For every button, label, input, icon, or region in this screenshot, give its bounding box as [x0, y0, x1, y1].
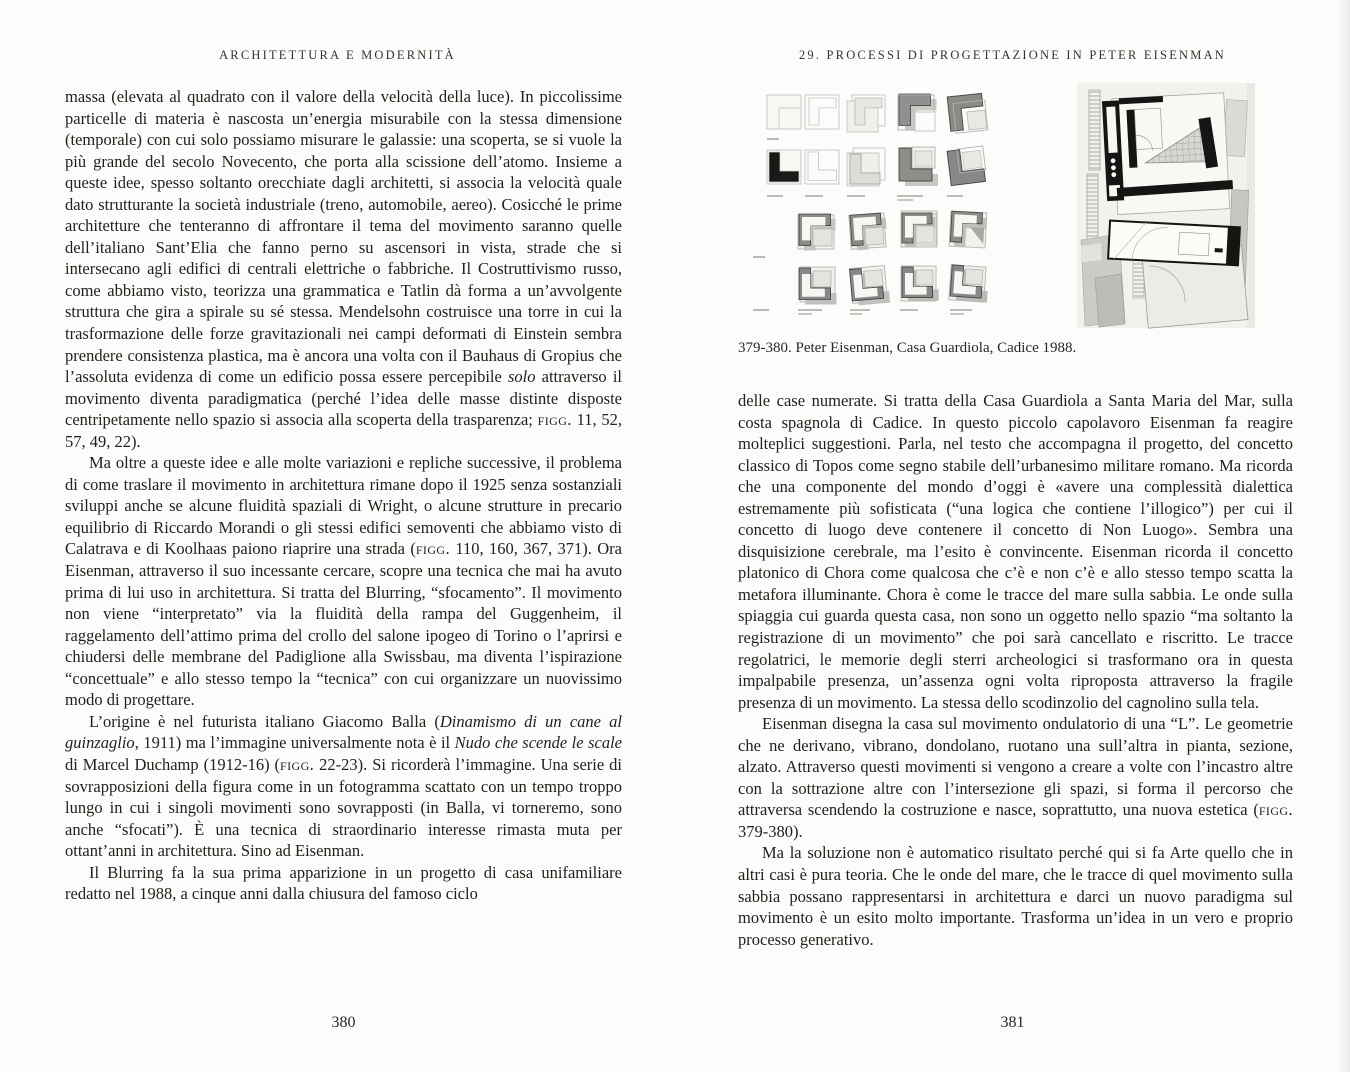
- page-edge-shadow: [1338, 0, 1350, 1072]
- right-page: [675, 0, 1350, 1072]
- left-page-number: 380: [331, 1014, 356, 1031]
- paragraph: massa (elevata al quadrato con il valore della velocità della luce). In piccolissime particelle di materia è nascosta un’energia misurabile con la stessa dimensione (temporale) con cui solo possiamo misurare le galassie: una scoperta, se si vuole la più grande del secolo Novecento, che porta alla scissione dell’atomo. Insieme a queste idee, spesso soltanto orecchiate dagli architetti, si associa la velocità quale dato strutturante la società industriale (treno, automobile, aereo). Cosicché le prime architetture che tenteranno di affrontare il tema del movimento saranno quelle dell’italiano Sant’Elia che fanno perno su ascensori in vista, strade che si intersecano agli edifici di centrali elettriche o fabbriche. Il Costruttivismo russo, come abbiamo visto, teorizza una grammatica e Tatlin dà forma a un’avvolgente struttura che gira a spirale su sé stessa. Mendelsohn costruisce una torre in cui la trasformazione delle forze gravitazionali nei campi deformati di Einstein sembra prendere consistenza plastica, ma è ancora una volta con il Bauhaus di Gropius che l’assoluta evidenza di come un edificio possa essere percepibile solo attraverso il movimento diventa paradigmatica (perché l’idea delle masse distinte disposte centripetamente nello spazio si associa alla scoperta della trasparenza; figg. 11, 52, 57, 49, 22).: [65, 87, 623, 451]
- left-running-head: ARCHITETTURA E MODERNITÀ: [219, 48, 456, 62]
- paragraph: Ma la soluzione non è automatico risultato perché qui si fa Arte quello che in altri casi è pura teoria. Che le onde del mare, che le tracce di quel movimento sulla sabbia possano rappresentarsi in architettura e darci un nuovo paradigma sul movimento è un esito molto importante. Trasforma un’idea in un vero e proprio processo generativo.: [738, 843, 1293, 949]
- paragraph: Il Blurring fa la sua prima apparizione in un progetto di casa unifamiliare redatto nel 1988, a cinque anni dalla chiusura del famoso ciclo: [65, 862, 622, 904]
- paragraph: Eisenman disegna la casa sul movimento ondulatorio di una “L”. Le geometrie che ne derivano, vibrano, dondolano, ruotano una sull’altra in pianta, sezione, alzato. Attraverso questi movimenti si vengono a creare a volte con l’incastro altre con la sottrazione altre con l’intersezione gli spazi, si forma il percorso che attraversa scendendo la costruzione e nasce, soprattutto, una nuova estetica (figg. 379-380).: [738, 714, 1293, 841]
- right-body-text: [738, 390, 1293, 950]
- plan-drawing-figure: [1075, 78, 1259, 330]
- paragraph: delle case numerate. Si tratta della Casa Guardiola a Santa Maria del Mar, sulla costa spagnola di Cadice. In questo piccolo capolavoro Eisenman fa reagire molteplici suggestioni. Parla, nel testo che accompagna il progetto, del concetto classico di Topos come segno stabile dell’urbanesimo militare romano. Ma ricorda che una componente del mondo d’oggi è «avere una complessità dialettica estremamente più sofisticata (“una logica che contiene l’illogico”) per cui il concetto di luogo deve contenere il concetto di Non Luogo». Sembra una disquisizione cerebrale, ma l’esito è convincente. Eisenman ricorda il concetto platonico di Chora come qualcosa che c’è e non c’è e allo stesso tempo scatta la metafora illuminante. Chora è come le tracce del mare sulla sabbia. Le onde sulla spiaggia cui guarda questa casa, non sono un oggetto nello spazio “ma soltanto la registrazione di un movimento” che poi sarà cancellato e riscritto. Le tracce regolatrici, le memorie degli sterri archeologici si trasformano ora in questa impalpabile presenza, un’assenza ogni volta riproposta attraverso la fragile presenza di un movimento. La stessa dello scodinzolio del cagnolino sulla tela.: [738, 391, 1293, 712]
- right-page-number: 381: [1000, 1014, 1025, 1031]
- paragraph: L’origine è nel futurista italiano Giacomo Balla (Dinamismo di un cane al guinzaglio, 1911) ma l’immagine universalmente nota è il Nudo che scende le scale di Marcel Duchamp (1912-16) (figg. 22-23). Si ricorderà l’immagine. Una serie di sovrapposizioni della figura come in un fotogramma scattato con un tempo troppo lungo in cui i singoli movimenti sono sovrapposti (in Balla, vi torneremo, sono anche “sfocati”). È una tecnica di straordinario interesse rimasta muta per ottant’anni in architettura. Sino ad Eisenman.: [65, 711, 623, 861]
- diagram-cell: [767, 95, 801, 129]
- left-body-text: [65, 86, 622, 905]
- figure-caption: 379-380. Peter Eisenman, Casa Guardiola, Cadice 1988.: [738, 340, 1077, 356]
- right-running-head: 29. PROCESSI DI PROGETTAZIONE IN PETER EISENMAN: [798, 48, 1227, 62]
- paragraph: Ma oltre a queste idee e alle molte variazioni e repliche successive, il problema di come traslare il movimento in architettura rimane dopo il 1925 senza sostanziali sviluppi anche se alcune fluidità spaziali di Wright, o alcune strutture in precario equilibrio di Riccardo Morandi o gli stessi edifici semoventi che abbiamo visto di Calatrava e di Koolhaas paiono riaprire una strada (figg. 110, 160, 367, 371). Ora Eisenman, attraverso il suo incessante cercare, scopre una tecnica che mai ha avuto prima di lui uso in architettura. Si tratta del Blurring, “sfocamento”. Il movimento non viene “interpretato” via la fluidità della rampa del Guggenheim, il raggelamento dell’attimo prima del crollo del salone ipogeo di Torino o l’aprirsi e chiudersi delle membrane del Padiglione alla Swissbau, ma diventa l’ispirazione “concettuale” e allo stesso tempo la “tecnica” con cui organizzare un nuovissimo modo di progettare.: [65, 453, 622, 710]
- diagram-grid-figure: [753, 86, 989, 322]
